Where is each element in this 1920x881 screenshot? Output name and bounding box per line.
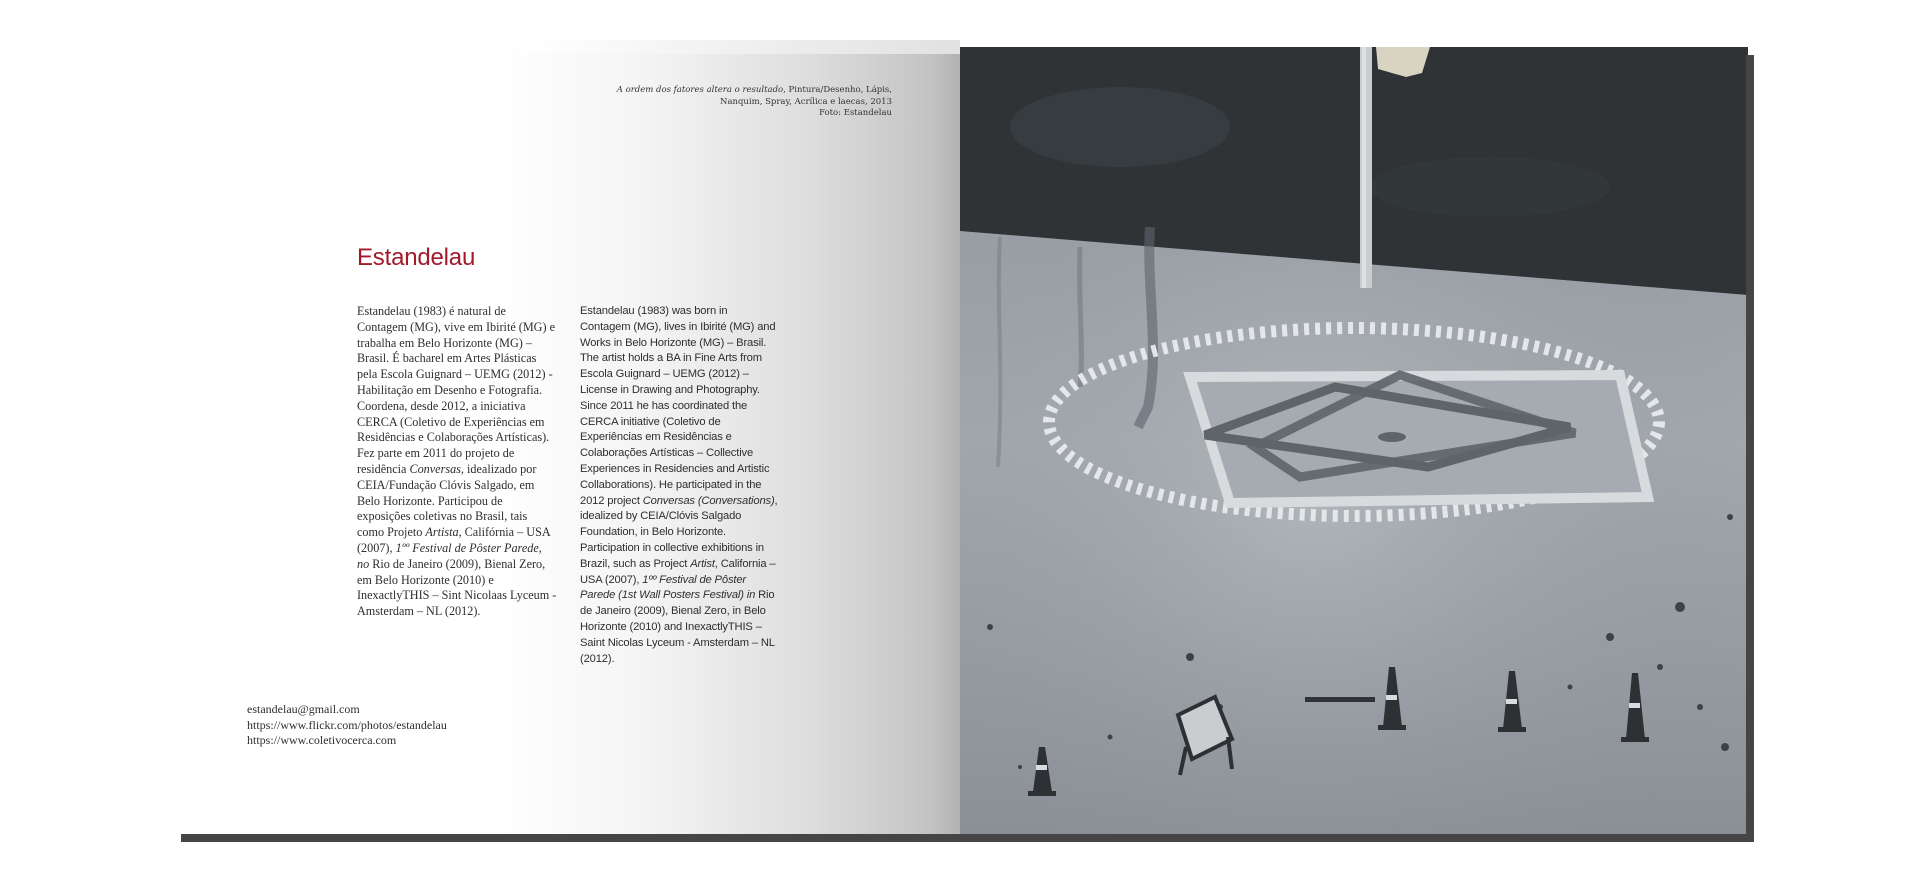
contact-list — [247, 702, 447, 749]
bio-pt-text-2: , idealizado por CEIA/Fundação Clóvis Salgado, em Belo Horizonte. Participou de exposições coletivas no Brasil, tais como Projeto — [357, 461, 537, 540]
email-link[interactable]: estandelau@gmail.com — [247, 702, 360, 716]
bio-en-italic-3: 1ºº Festival de Pôster Parede (1st Wall Posters Festival) in — [580, 573, 756, 602]
bio-pt-italic-3: 1ºº Festival de Pôster Parede, no — [357, 540, 542, 571]
lamp-post — [1360, 47, 1372, 288]
bio-pt-italic-1: Conversas — [409, 461, 461, 476]
artwork-caption — [562, 85, 892, 120]
spread-bottom-edge — [181, 834, 1754, 842]
spread-right-shadow — [1746, 55, 1754, 842]
bio-en-italic-1: Conversas (Conversations) — [642, 494, 775, 507]
website-link[interactable]: https://www.coletivocerca.com — [247, 733, 397, 747]
artwork-title: A ordem dos fatores altera o resultado — [616, 85, 784, 95]
flickr-link[interactable]: https://www.flickr.com/photos/estandelau — [247, 717, 447, 732]
bio-pt-text-3: , Califórnia – USA (2007), — [357, 525, 550, 555]
artwork-medium-1: , Pintura/Desenho, Lápis, — [783, 85, 892, 95]
artist-name: Estandelau — [357, 244, 476, 271]
artwork-medium-2: Nanquim, Spray, Acrílica e laecas, 2013 — [720, 96, 892, 107]
bio-en-text-2: , idealized by CEIA/Clóvis Salgado Foundation, in Belo Horizonte. Participation in collective exhibitions in Brazil, such as Project — [580, 494, 778, 570]
bio-pt-italic-2: Artista — [425, 525, 459, 540]
bio-pt-text-4: Rio de Janeiro (2009), Bienal Zero, em Belo Horizonte (2010) e InexactlyTHIS – Sint Nicolaas Lyceum - Amsterdam – NL (2012). — [357, 556, 557, 619]
bio-en-italic-2: Artist — [690, 557, 715, 570]
photo-credit: Foto: Estandelau — [819, 108, 892, 118]
bio-english — [580, 304, 780, 667]
bio-en-text-1: Estandelau (1983) was born in Contagem (MG), lives in Ibirité (MG) and Works in Belo Horizonte (MG) – Brasil. The artist holds a BA in Fine Arts from Escola Guignard – UEMG (2012) – License in Drawing and Photography. Since 2011 he has coordinated the CERCA initiative (Coletivo de Experiências em Residências e Colaborações Artísticas – Collective Experiences in Residencies and Artistic Collaborations). He participated in the 2012 project — [580, 305, 776, 507]
bio-en-text-3: , California – USA (2007), — [580, 557, 776, 586]
bio-pt-text-1: Estandelau (1983) é natural de Contagem (MG), vive em Ibirité (MG) e trabalha em Belo Horizonte (MG) – Brasil. É bacharel em Artes Plásticas pela Escola Guignard – UEMG (2012) - Habilitação em Desenho e Fotografia. Coordena, desde 2012, a iniciativa CERCA (Coletivo de Experiências em Residências e Colaborações Artísticas). Fez parte em 2011 do projeto de residência — [357, 304, 555, 476]
artwork-image — [960, 47, 1748, 834]
bio-portuguese — [357, 304, 557, 620]
bio-en-text-4: Rio de Janeiro (2009), Bienal Zero, in Belo Horizonte (2010) and InexactlyTHIS – Saint Nicolas Lyceum - Amsterdam – NL (2012). — [580, 589, 775, 665]
page-top-shadow — [520, 40, 960, 54]
